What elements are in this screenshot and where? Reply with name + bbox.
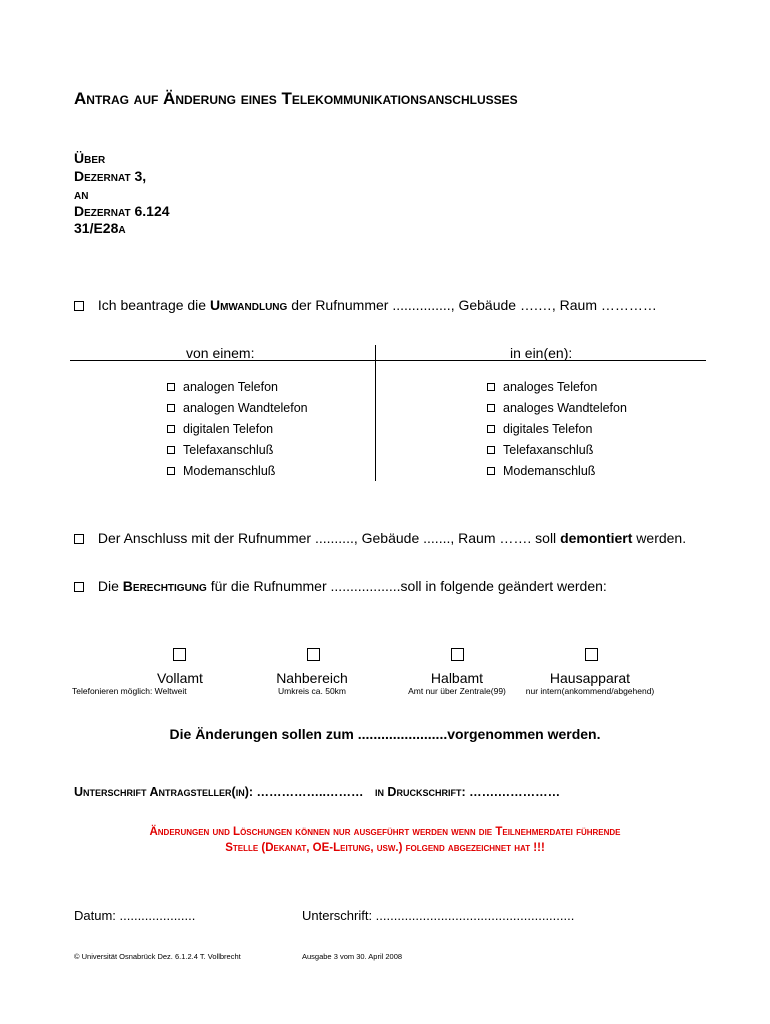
list-item[interactable]: analoges Telefon [487,377,627,398]
berechtigung-keyword: Berechtigung [122,578,207,594]
list-item[interactable]: analogen Wandtelefon [167,398,308,419]
checkbox-halbamt[interactable] [451,648,464,666]
checkbox[interactable] [167,446,175,454]
desc-hausapparat: nur intern(ankommend/abgehend) [525,686,655,696]
demontage-keyword: demontiert [560,530,633,546]
umwandlung-text-post: der Rufnummer ..............., Gebäude ….…, Raum ………… [287,297,657,313]
signature-line [74,785,560,799]
demontage-row: Der Anschluss mit der Rufnummer .........., Gebäude ......., Raum ……. soll demontiert werden. [74,530,686,546]
notice-line-1: Änderungen und Löschungen können nur ausgeführt werden wenn die Teilnehmerdatei führende [149,826,621,838]
checkbox[interactable] [487,383,495,391]
print-dots[interactable]: …….…………… [465,785,561,799]
footer-right: Ausgabe 3 vom 30. April 2008 [302,952,403,961]
checkbox-nahbereich[interactable] [307,648,320,666]
table-left-header: von einem: [186,345,255,361]
umwandlung-checkbox[interactable] [74,301,84,311]
footer-left: © Universität Osnabrück Dez. 6.1.2.4 T. Vollbrecht [74,952,241,961]
list-item[interactable]: digitalen Telefon [167,419,308,440]
address-line-4: Dezernat 6.124 [74,203,170,219]
berechtigung-checkbox[interactable] [74,582,84,592]
umwandlung-keyword: Umwandlung [209,297,288,313]
label-nahbereich: Nahbereich [276,670,348,686]
checkbox[interactable] [487,467,495,475]
umwandlung-text-pre: Ich beantrage die [97,297,210,313]
demontage-checkbox[interactable] [74,534,84,544]
label-halbamt: Halbamt [430,670,484,686]
checkbox[interactable] [487,404,495,412]
left-option-list [167,377,308,482]
checkbox-vollamt[interactable] [173,648,186,666]
desc-nahbereich: Umkreis ca. 50km [277,686,346,696]
list-item[interactable]: Telefaxanschluß [487,440,627,461]
change-date-line: Die Änderungen sollen zum .......................vorgenommen werden. [169,726,601,742]
address-line-3: an [74,186,89,202]
desc-halbamt: Amt nur über Zentrale(99) [408,686,506,696]
page-title: Antrag auf Änderung eines Telekommunikationsanschlusses [74,89,518,108]
table-right-header: in ein(en): [510,345,573,361]
signature-label: Unterschrift Antragsteller(in): [74,785,254,799]
checkbox[interactable] [487,446,495,454]
checkbox[interactable] [167,383,175,391]
notice-line-2: Stelle (Dekanat, OE-Leitung, usw.) folgend abgezeichnet hat !!! [225,842,545,854]
list-item[interactable]: Modemanschluß [487,461,627,482]
list-item[interactable]: Modemanschluß [167,461,308,482]
checkbox[interactable] [167,404,175,412]
label-hausapparat: Hausapparat [549,670,631,686]
checkbox[interactable] [167,467,175,475]
checkbox-hausapparat[interactable] [585,648,598,666]
address-line-5: 31/E28a [74,220,126,236]
umwandlung-row [74,297,657,313]
label-vollamt: Vollamt [157,670,203,686]
list-item[interactable]: Telefaxanschluß [167,440,308,461]
address-line-1: Über [74,150,106,166]
address-line-2: Dezernat 3, [74,168,147,184]
checkbox[interactable] [487,425,495,433]
table-rule [70,360,706,361]
right-option-list [487,377,627,482]
checkbox[interactable] [167,425,175,433]
berechtigung-row: Die Berechtigung für die Rufnummer ..................soll in folgende geändert werden: [74,578,607,594]
datum-field[interactable]: Datum: ..................... [74,908,196,923]
print-label: in Druckschrift: [374,785,466,799]
unterschrift-field[interactable]: Unterschrift: ....................................................... [302,908,575,923]
table-divider [375,345,376,481]
list-item[interactable]: analogen Telefon [167,377,308,398]
signature-dots[interactable]: ……………..……… [253,785,367,799]
desc-vollamt: Telefonieren möglich: Weltweit [72,686,187,696]
list-item[interactable]: digitales Telefon [487,419,627,440]
list-item[interactable]: analoges Wandtelefon [487,398,627,419]
